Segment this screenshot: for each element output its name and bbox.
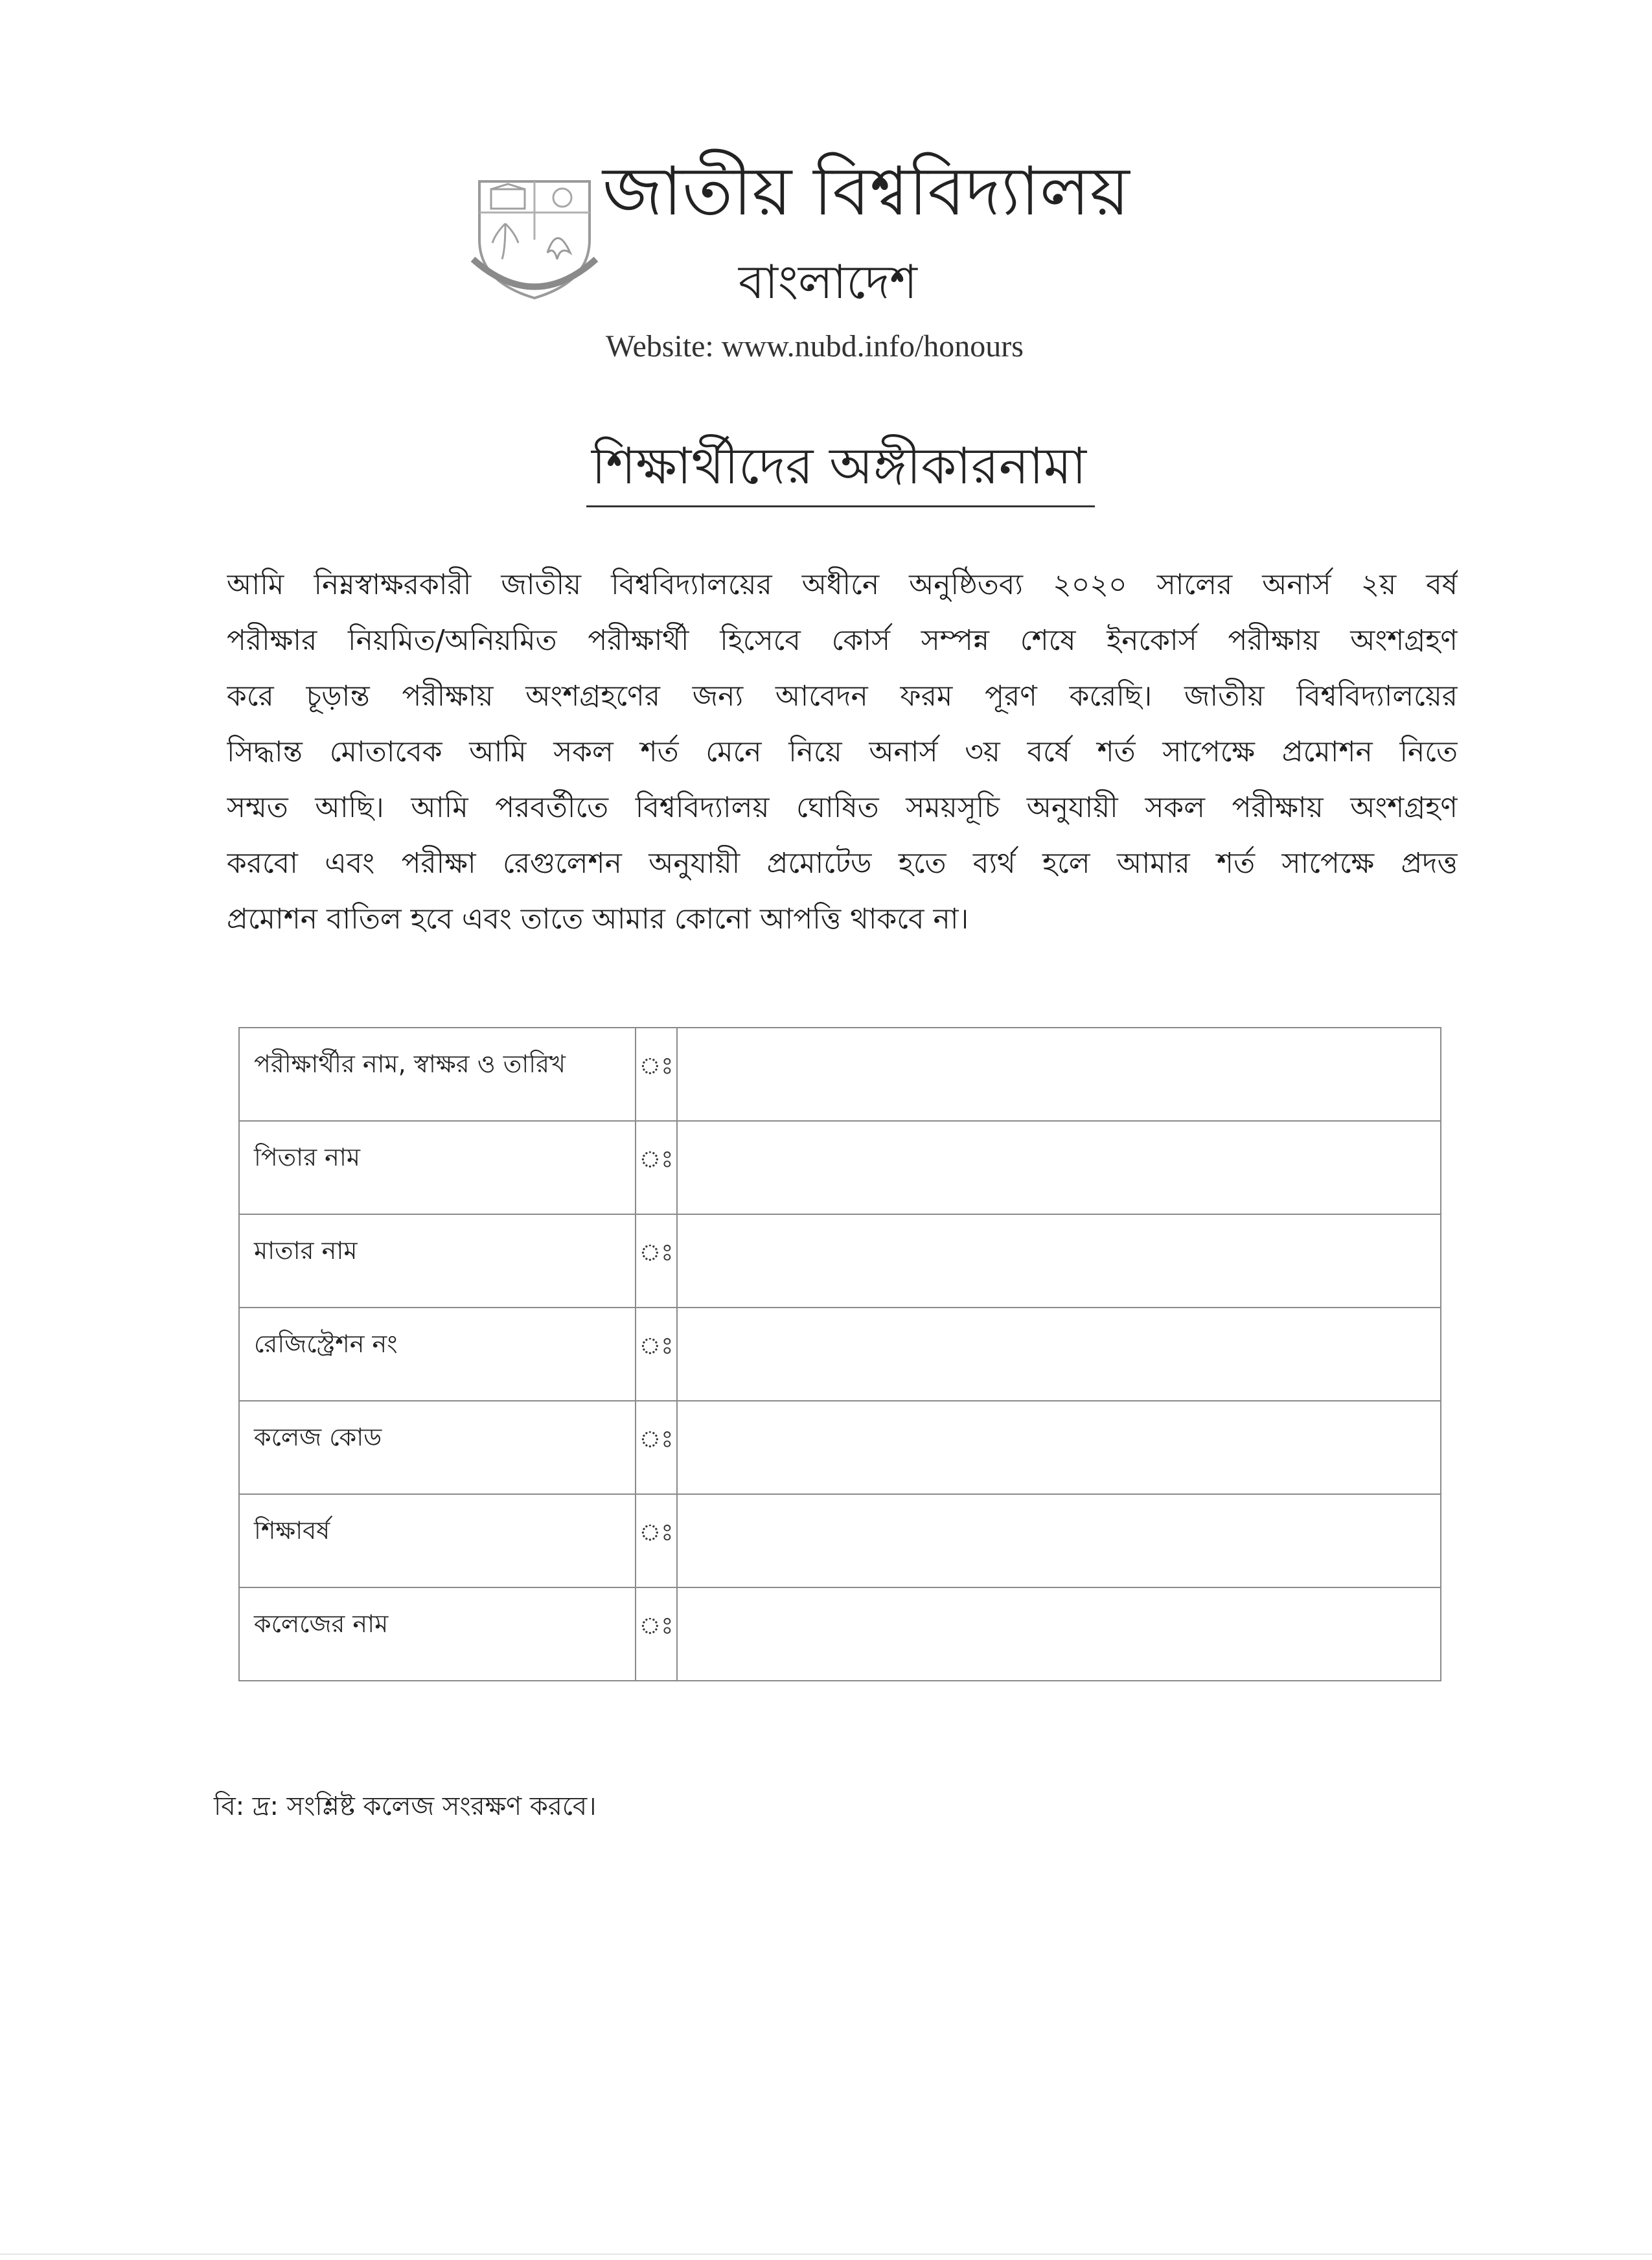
page-edge	[0, 2254, 1652, 2255]
paragraph-line: আমি নিম্নস্বাক্ষরকারী জাতীয় বিশ্ববিদ্যালয়ের অধীনে অনুষ্ঠিতব্য ২০২০ সালের অনার্স ২য় বর্ষ	[227, 568, 1458, 601]
title-underline	[586, 505, 1095, 507]
form-row-registration-no	[239, 1308, 1441, 1401]
form-separator: ঃ	[636, 1121, 677, 1214]
mother-name-field[interactable]	[677, 1214, 1441, 1308]
university-logo	[466, 162, 602, 305]
form-label: পরীক্ষার্থীর নাম, স্বাক্ষর ও তারিখ	[239, 1028, 636, 1121]
form-separator: ঃ	[636, 1308, 677, 1401]
form-row-candidate-name	[239, 1028, 1441, 1121]
form-label: শিক্ষাবর্ষ	[239, 1494, 636, 1587]
registration-no-field[interactable]	[677, 1308, 1441, 1401]
form-label: রেজিস্ট্রেশন নং	[239, 1308, 636, 1401]
college-code-field[interactable]	[677, 1401, 1441, 1494]
paragraph-line: প্রমোশন বাতিল হবে এবং তাতে আমার কোনো আপত্তি থাকবে না।	[227, 903, 969, 936]
pledge-paragraph	[227, 557, 1458, 947]
paragraph-line: পরীক্ষার নিয়মিত/অনিয়মিত পরীক্ষার্থী হিসেবে কোর্স সম্পন্ন শেষে ইনকোর্স পরীক্ষায় অংশগ্রহণ	[227, 624, 1458, 657]
paragraph-line: করবো এবং পরীক্ষা রেগুলেশন অনুযায়ী প্রমোটেড হতে ব্যর্থ হলে আমার শর্ত সাপেক্ষে প্রদত্ত	[227, 847, 1458, 880]
form-row-father-name	[239, 1121, 1441, 1214]
form-label: পিতার নাম	[239, 1121, 636, 1214]
website-text: Website: www.nubd.info/honours	[606, 329, 1024, 363]
student-info-form	[238, 1027, 1441, 1681]
form-separator: ঃ	[636, 1401, 677, 1494]
form-separator: ঃ	[636, 1028, 677, 1121]
document-title: শিক্ষার্থীদের অঙ্গীকারনামা	[591, 437, 1086, 496]
paragraph-line: সিদ্ধান্ত মোতাবেক আমি সকল শর্ত মেনে নিয়ে অনার্স ৩য় বর্ষে শর্ত সাপেক্ষে প্রমোশন নিতে	[227, 735, 1458, 768]
country-name: বাংলাদেশ	[739, 255, 917, 309]
footnote: বি: দ্র: সংশ্লিষ্ট কলেজ সংরক্ষণ করবে।	[214, 1792, 597, 1821]
form-row-mother-name	[239, 1214, 1441, 1308]
college-name-field[interactable]	[677, 1587, 1441, 1681]
form-label: কলেজ কোড	[239, 1401, 636, 1494]
candidate-name-field[interactable]	[677, 1028, 1441, 1121]
form-row-session	[239, 1494, 1441, 1587]
father-name-field[interactable]	[677, 1121, 1441, 1214]
form-separator: ঃ	[636, 1494, 677, 1587]
form-label: কলেজের নাম	[239, 1587, 636, 1681]
university-name: জাতীয় বিশ্ববিদ্যালয়	[602, 152, 1130, 231]
session-field[interactable]	[677, 1494, 1441, 1587]
paragraph-line: সম্মত আছি। আমি পরবর্তীতে বিশ্ববিদ্যালয় ঘোষিত সময়সূচি অনুযায়ী সকল পরীক্ষায় অংশগ্রহণ	[227, 791, 1458, 824]
paragraph-line: করে চূড়ান্ত পরীক্ষায় অংশগ্রহণের জন্য আবেদন ফরম পূরণ করেছি। জাতীয় বিশ্ববিদ্যালয়ের	[227, 680, 1458, 713]
form-label: মাতার নাম	[239, 1214, 636, 1308]
form-separator: ঃ	[636, 1587, 677, 1681]
form-row-college-code	[239, 1401, 1441, 1494]
form-separator: ঃ	[636, 1214, 677, 1308]
form-row-college-name	[239, 1587, 1441, 1681]
